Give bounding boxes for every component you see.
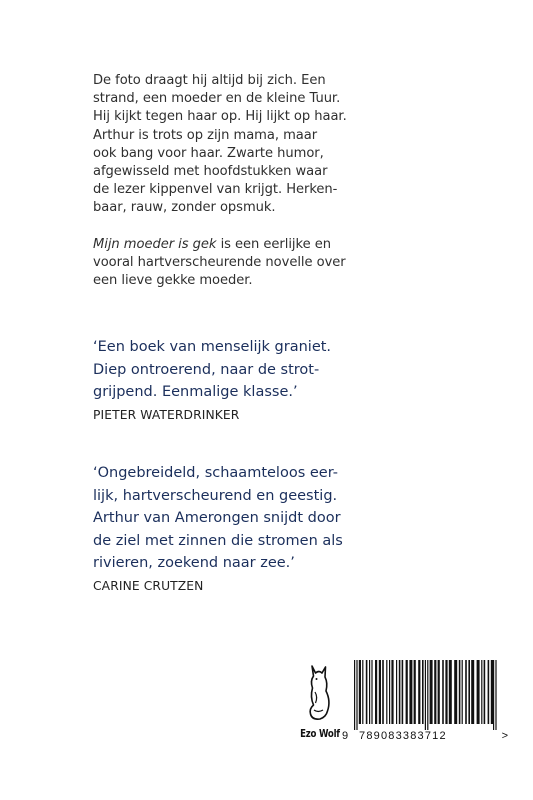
quote-author: CARINE CRUTZEN (93, 578, 204, 593)
quote-text (93, 336, 503, 404)
isbn-barcode (342, 660, 508, 746)
quote-line: Diep ontroerend, naar de strot- (93, 361, 320, 378)
barcode-bar (379, 660, 381, 724)
quote-text (93, 462, 503, 575)
barcode-bar (414, 660, 416, 724)
review-quote (93, 462, 503, 594)
barcode-bar (396, 660, 397, 724)
review-quote (93, 336, 503, 423)
quote-line: grijpend. Eenmalige klasse.’ (93, 384, 298, 400)
blurb-line: Arthur is trots op zijn mama, maar (93, 127, 318, 143)
blurb-paragraph-1 (93, 72, 493, 218)
barcode-bar (427, 660, 428, 730)
barcode-bar (445, 660, 447, 724)
barcode-bar (371, 660, 372, 724)
blurb-line: een lieve gekke moeder. (93, 273, 253, 289)
barcode-bar (418, 660, 420, 724)
quote-line: de ziel met zinnen die stromen als (93, 532, 343, 549)
barcode-bar (468, 660, 470, 724)
isbn-first-digit: 9 (342, 730, 349, 742)
barcode-bar (402, 660, 404, 724)
barcode-bar (430, 660, 433, 724)
barcode-bars (342, 660, 508, 730)
barcode-bar (422, 660, 424, 724)
barcode-bar (356, 660, 357, 730)
barcode-bar (481, 660, 482, 724)
barcode-bar (459, 660, 461, 724)
barcode-bar (425, 660, 426, 730)
wolf-icon (306, 664, 332, 722)
publisher-name: Ezo Wolf (300, 728, 340, 740)
barcode-bar (362, 660, 363, 724)
barcode-bar (477, 660, 480, 724)
barcode-bar (454, 660, 457, 724)
barcode-bar (359, 660, 361, 724)
quote-line: Arthur van Amerongen snijdt door (93, 510, 341, 526)
barcode-bar (369, 660, 370, 724)
barcode-bar (382, 660, 384, 724)
blurb-line: vooral hartverscheurende novelle over (93, 254, 346, 270)
barcode-bar (375, 660, 377, 724)
barcode-bar (465, 660, 467, 724)
barcode-bar (366, 660, 368, 724)
barcode-bar (471, 660, 474, 724)
isbn-digits: 789083383712 (359, 730, 447, 742)
blurb-paragraph-2 (93, 236, 493, 291)
blurb-line: strand, een moeder en de kleine Tuur. (93, 91, 341, 107)
blurb-line: baar, rauw, zonder opsmuk. (93, 200, 276, 216)
quote-line: ‘Een boek van menselijk graniet. (93, 339, 332, 355)
quote-author: PIETER WATERDRINKER (93, 407, 240, 422)
blurb-line: afgewisseld met hoofdstukken waar (93, 164, 328, 180)
blurb (93, 72, 493, 290)
barcode-bar (389, 660, 390, 724)
barcode-bar (495, 660, 496, 730)
barcode-bar (449, 660, 452, 724)
isbn-number (342, 730, 508, 746)
barcode-bar (484, 660, 486, 724)
barcode-bar (488, 660, 490, 724)
barcode-bar (434, 660, 436, 724)
blurb-line: de lezer kippenvel van krijgt. Herken- (93, 182, 338, 198)
barcode-bar (438, 660, 440, 724)
barcode-bar (462, 660, 463, 724)
blurb-line: ook bang voor haar. Zwarte humor, (93, 145, 324, 161)
blurb-line: De foto draagt hij altijd bij zich. Een (93, 73, 326, 88)
barcode-bar (409, 660, 412, 724)
quote-line: rivieren, zoekend naar zee.’ (93, 555, 295, 571)
barcode-bar (354, 660, 355, 730)
quote-line: ‘Ongebreideld, schaamteloos eer- (93, 465, 338, 481)
book-title: Mijn moeder is gek (93, 236, 217, 252)
barcode-bar (442, 660, 444, 724)
barcode-bar (391, 660, 393, 724)
blurb-line: is een eerlijke en (216, 236, 331, 252)
blurb-line: Hij kijkt tegen haar op. Hij lijkt op haar. (93, 109, 347, 125)
quiet-zone-arrow: > (501, 730, 508, 742)
quote-line: lijk, hartverscheurend en geestig. (93, 487, 338, 504)
barcode-bar (493, 660, 494, 730)
publisher-logo (296, 664, 342, 744)
barcode-bar (406, 660, 408, 724)
barcode-bar (386, 660, 387, 724)
barcode-bar (399, 660, 401, 724)
